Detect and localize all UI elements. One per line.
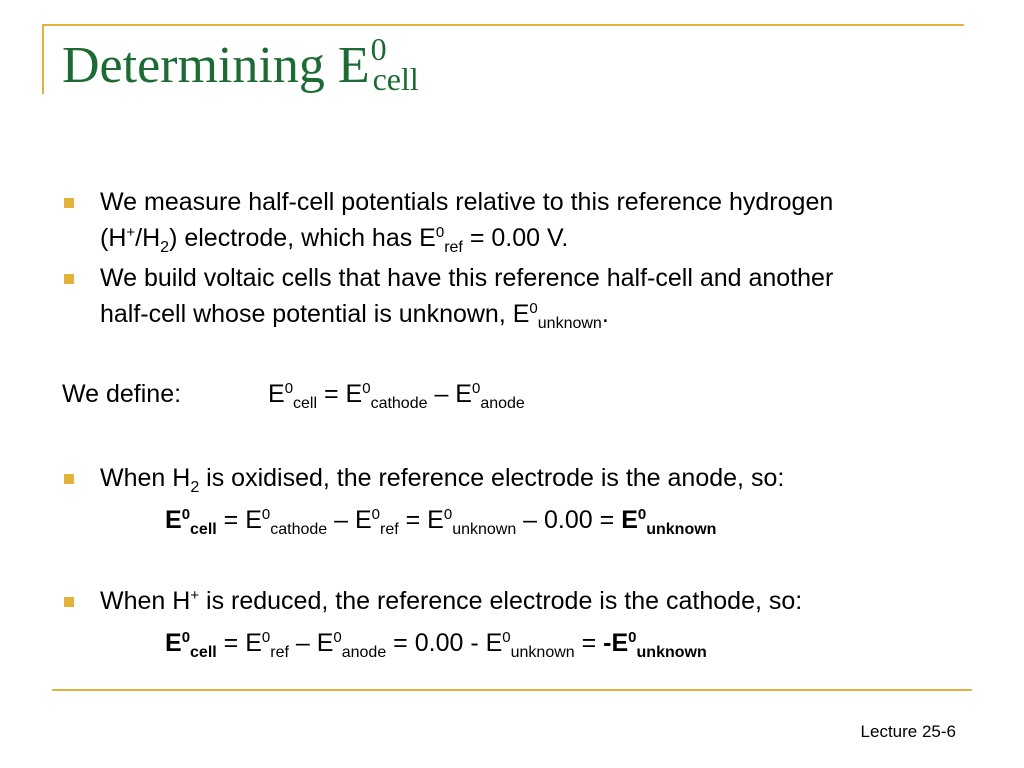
frame-left-rule [42, 24, 44, 94]
bullet-marker-1 [64, 198, 74, 208]
text-run: (H [100, 224, 127, 252]
text-run: – E [288, 629, 334, 657]
superscript: 0 [181, 629, 191, 646]
text-run: = E [216, 629, 262, 657]
superscript: 0 [443, 506, 453, 523]
superscript: 0 [261, 629, 271, 646]
subscript: unknown [510, 644, 575, 661]
superscript: 0 [435, 224, 445, 241]
slide-footer: Lecture 25-6 [860, 722, 956, 741]
bullet-1-text [100, 184, 833, 260]
text-run: = 0.00 - E [386, 629, 503, 657]
subscript: ref [270, 644, 289, 661]
bullet-2-line-1: We build voltaic cells that have this reference half-cell and another [100, 264, 834, 292]
text-run: is oxidised, the reference electrode is the anode, so: [199, 464, 785, 492]
bullet-3-text [100, 460, 784, 500]
superscript: 0 [637, 506, 647, 523]
text-run: is reduced, the reference electrode is the cathode, so: [199, 587, 803, 615]
bullet-1-line-2 [100, 220, 833, 260]
text-run: – 0.00 = [516, 506, 622, 534]
text-run: = 0.00 V. [462, 224, 569, 252]
text-run: -E [603, 629, 629, 657]
superscript: 0 [362, 380, 371, 397]
text-run: /H [135, 224, 161, 252]
bullet-marker-4 [64, 597, 74, 607]
subscript: unknown [646, 521, 717, 538]
superscript: 0 [181, 506, 191, 523]
subscript: 2 [190, 479, 200, 496]
title-main: Determining E [62, 37, 370, 94]
subscript: cathode [270, 521, 328, 538]
superscript: 0 [333, 629, 342, 646]
subscript: anode [341, 644, 387, 661]
slide-title [62, 31, 419, 97]
bullet-2-text [100, 260, 833, 336]
superscript: 0 [284, 380, 294, 397]
frame-bottom-rule [52, 689, 972, 691]
text-run: = [574, 629, 604, 657]
bullet-1-line-1: We measure half-cell potentials relative to this reference hydrogen [100, 188, 834, 216]
subscript: cathode [370, 395, 428, 412]
text-run: E [165, 506, 182, 534]
bullet-4-text [100, 583, 802, 623]
text-run: half-cell whose potential is unknown, E [100, 300, 530, 328]
bullet-marker-3 [64, 474, 74, 484]
text-run: = E [216, 506, 262, 534]
subscript: ref [444, 239, 463, 256]
frame-top-rule [42, 24, 964, 26]
superscript: 0 [529, 300, 538, 317]
superscript: 0 [502, 629, 511, 646]
text-run: When H [100, 464, 191, 492]
subscript: 2 [160, 239, 170, 256]
subscript: unknown [452, 521, 517, 538]
bullet-2-line-2 [100, 296, 833, 336]
superscript: + [126, 224, 136, 241]
equation-oxidation [165, 502, 716, 542]
subscript: cell [293, 395, 318, 412]
subscript: cell [190, 521, 217, 538]
text-run: E [621, 506, 638, 534]
text-run: E [268, 380, 285, 408]
equation-reduction [165, 625, 707, 665]
superscript: 0 [371, 506, 380, 523]
bullet-marker-2 [64, 274, 74, 284]
superscript: 0 [628, 629, 637, 646]
subscript: cell [190, 644, 217, 661]
text-run: – E [427, 380, 472, 408]
text-run: . [601, 300, 609, 328]
text-run: = E [398, 506, 444, 534]
definition-equation [268, 376, 525, 416]
definition-label: We define: [62, 380, 182, 408]
subscript: unknown [636, 644, 707, 661]
subscript: unknown [537, 315, 602, 332]
superscript: + [190, 587, 200, 604]
text-run: When H [100, 587, 191, 615]
subscript: ref [380, 521, 399, 538]
subscript: anode [480, 395, 525, 412]
title-subscript: cell [372, 61, 419, 97]
superscript: 0 [471, 380, 481, 397]
text-run: = E [317, 380, 363, 408]
text-run: ) electrode, which has E [169, 224, 436, 252]
superscript: 0 [261, 506, 271, 523]
title-superscript: 0 [370, 31, 387, 67]
text-run: – E [327, 506, 372, 534]
text-run: E [165, 629, 182, 657]
